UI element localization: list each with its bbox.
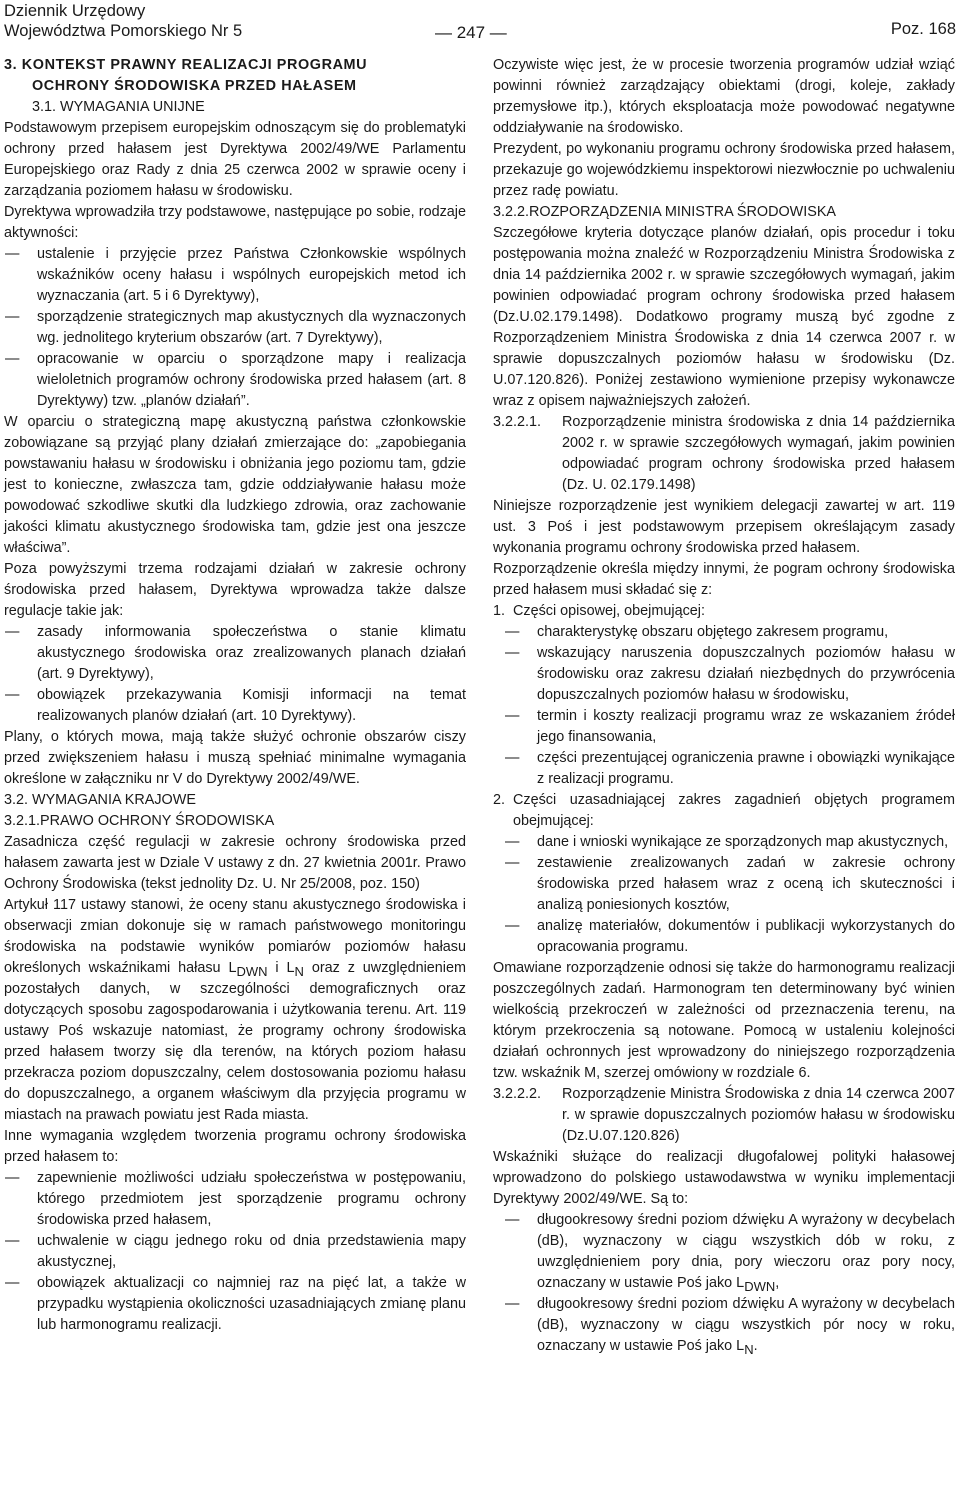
symbol-L: L — [736, 1275, 745, 1291]
page-header — [0, 0, 960, 44]
list-item: — wskazujący naruszenia dopuszczalnych poziomów hałasu w środowisku oraz zakresu działań niezbędnych do przywrócenia dopuszczalnych poziomów hałasu w środowisku, — [493, 643, 955, 706]
list-item: — charakterystykę obszaru objętego zakresem programu, — [493, 622, 955, 643]
left-column — [4, 55, 466, 1336]
item-number: 1. — [493, 603, 506, 619]
subscript-dwn: DWN — [744, 1279, 776, 1294]
list-item: — zapewnienie możliwości udziału społeczeństwa w postępowaniu, którego przedmiotem jest sporządzenie programu ochrony środowiska przed hałasem, — [4, 1168, 466, 1231]
paragraph: Inne wymagania względem tworzenia programu ochrony środowiska przed hałasem to: — [4, 1128, 466, 1165]
paragraph: W oparciu o strategiczną mapę akustyczną państwa członkowskie zobowiązane są przyjąć plany działań zmierzające do: „zapobiegania powstawaniu hałasu w środowisku i obniżania jego poziomu tam, gdzie jest to konieczne, zwłaszcza tam, gdzie oddziaływanie hałasu może powodować szkodliwe skutki dla ludzkiego zdrowia, oraz zachowanie jakości klimatu akustycznego środowiska tam, gdzie jest ona jeszcze właściwa”. — [4, 414, 466, 556]
item-text: Części uzasadniającej zakres zagadnień objętych programem obejmującej: — [513, 792, 955, 829]
subsection-number: 3.2.2.1. — [493, 414, 542, 430]
section-heading-3b: OCHRONY ŚRODOWISKA PRZED HAŁASEM — [32, 78, 357, 94]
section-heading-3-2: 3.2. WYMAGANIA KRAJOWE — [4, 792, 196, 808]
page-number: — 247 — — [435, 23, 507, 42]
paragraph: Rozporządzenie określa między innymi, że pogram ochrony środowiska przed hałasem musi składać się z: — [493, 561, 955, 598]
subsection-3-2-2-2 — [493, 1084, 955, 1147]
subsection-3-2-2-1 — [493, 412, 955, 496]
symbol-L: L — [736, 1338, 745, 1354]
paragraph: Prezydent, po wykonaniu programu ochrony środowiska przed hałasem, przekazuje go wojewódzkiemu inspektorowi niezwłocznie po uchwaleniu przez radę powiatu. — [493, 141, 955, 199]
subscript-n: N — [294, 964, 304, 979]
subscript-dwn: DWN — [236, 964, 268, 979]
paragraph: Niniejsze rozporządzenie jest wynikiem delegacji zawartej w art. 119 ust. 3 Poś i jest podstawowym przepisem określającym zasady wykonania programu ochrony środowiska przed hałasem. — [493, 498, 955, 556]
subsection-number: 3.2.2.2. — [493, 1086, 542, 1102]
text-run: długookresowy średni poziom dźwięku A wyrażony w decybelach (dB), wyznaczony w ciągu wszystkich dób w roku, z uwzględnieniem pory dnia, pory wieczoru oraz pory nocy, oznaczany w ustawie Poś jako — [537, 1212, 955, 1291]
text-run: Artykuł 117 ustawy stanowi, że oceny stanu akustycznego środowiska i obserwacji zmian dokonuje się w ramach państwowego monitoringu środowiska na podstawie wyników pomiarów poziomów hałasu określonych wskaźnikami hałasu — [4, 897, 466, 976]
list-item: — ustalenie i przyjęcie przez Państwa Członkowskie wspólnych wskaźników oceny hałasu i wspólnych europejskich metod ich wyznaczania (art. 5 i 6 Dyrektywy), — [4, 244, 466, 307]
item-number: 2. — [493, 792, 506, 808]
paragraph — [4, 895, 466, 1126]
paragraph: Szczegółowe kryteria dotyczące planów działań, opis procedur i toku postępowania można znaleźć w Rozporządzeniu Ministra Środowiska z dnia 14 października 2002 r. w sprawie szczegółowych wymagań, jakim powinien odpowiadać program ochrony środowiska przed hałasem (Dz.U.02.179.1498). Dodatkowo programy muszą być zgodne z Rozporządzeniem Ministra Środowiska z dnia 14 czerwca 2007 r. w sprawie dopuszczalnych poziomów hałasu w środowisku (Dz. U.07.120.826). Poniżej zestawiono wymienione przepisy wykonawcze wraz z opisem najważniejszych założeń. — [493, 225, 955, 409]
journal-issue: Województwa Pomorskiego Nr 5 — [4, 22, 243, 40]
right-column — [493, 55, 955, 1357]
subsection-title: Rozporządzenie ministra środowiska z dnia 14 października 2002 r. w sprawie szczegółowych wymagań, jakim powinien odpowiadać program ochrony środowiska przed hałasem (Dz. U. 02.179.1498) — [562, 414, 955, 493]
paragraph: Zasadnicza część regulacji w zakresie ochrony środowiska przed hałasem zawarta jest w Dziale V ustawy z dn. 27 kwietnia 2001r. Prawo Ochrony Środowiska (tekst jednolity Dz. U. Nr 25/2008, poz. 150) — [4, 834, 466, 892]
symbol-L: L — [228, 960, 237, 976]
list-item: — obowiązek przekazywania Komisji informacji na temat realizowanych planów działań (art. 10 Dyrektywy). — [4, 685, 466, 727]
list-item: — termin i koszty realizacji programu wraz ze wskazaniem źródeł jego finansowania, — [493, 706, 955, 748]
item-text: Części opisowej, obejmującej: — [513, 603, 705, 619]
section-heading-3-1: 3.1. WYMAGANIA UNIJNE — [32, 99, 205, 115]
text-run: i — [267, 960, 287, 976]
list-item — [493, 1294, 955, 1357]
list-item: — części prezentującej ograniczenia prawne i obowiązki wynikające z realizacji programu. — [493, 748, 955, 790]
text-run: oraz z uwzględnieniem pozostałych danych, w szczególności demograficznych oraz dotyczących sposobu zagospodarowania i użytkowania terenu. Art. 119 ustawy Poś wskazuje natomiast, że programy ochrony środowiska przed hałasem tworzy się dla terenów, na których poziom hałasu przekracza poziom dopuszczalny, celem dostosowania poziomu hałasu do dopuszczalnego, a organem właściwym dla przyjęcia programu w miastach na prawach powiatu jest Rada miasta. — [4, 960, 466, 1123]
subscript-n: N — [744, 1342, 754, 1357]
list-item: — zasady informowania społeczeństwa o stanie klimatu akustycznego środowiska oraz zrealizowanych planach działań (art. 9 Dyrektywy), — [4, 622, 466, 685]
paragraph: Poza powyższymi trzema rodzajami działań w zakresie ochrony środowiska przed hałasem, Dyrektywa wprowadza także dalsze regulacje takie jak: — [4, 561, 466, 619]
list-item: — sporządzenie strategicznych map akustycznych dla wyznaczonych wg. jednolitego kryterium obszarów (art. 7 Dyrektywy), — [4, 307, 466, 349]
list-item: — obowiązek aktualizacji co najmniej raz na pięć lat, a także w przypadku wystąpienia okoliczności uzasadniających zmianę planu lub harmonogramu realizacji. — [4, 1273, 466, 1336]
subsection-title: Rozporządzenie Ministra Środowiska z dnia 14 czerwca 2007 r. w sprawie dopuszczalnych poziomów hałasu w środowisku (Dz.U.07.120.826) — [562, 1086, 955, 1144]
list-item: — analizę materiałów, dokumentów i publikacji wykorzystanych do opracowania programu. — [493, 916, 955, 958]
symbol-L: L — [286, 960, 295, 976]
list-item: — zestawienie zrealizowanych zadań w zakresie ochrony środowiska przed hałasem wraz z oceną ich skuteczności i analizą poniesionych kosztów, — [493, 853, 955, 916]
numbered-item — [493, 601, 955, 622]
paragraph: Omawiane rozporządzenie odnosi się także do harmonogramu realizacji poszczególnych zadań. Harmonogram ten determinowany być winien wielkością przekroczeń w zależności od przeznaczenia terenu, na którym przekroczenia są notowane. Pomocą w ustaleniu kolejności działań ochronnych jest wprowadzony do niniejszego rozporządzenia tzw. wskaźnik M, szerzej omówiony w rozdziale 6. — [493, 960, 955, 1081]
paragraph: Wskaźniki służące do realizacji długofalowej polityki hałasowej wprowadzono do polskiego ustawodawstwa w wyniku implementacji Dyrektywy 2002/49/WE. Są to: — [493, 1149, 955, 1207]
paragraph: Oczywiste więc jest, że w procesie tworzenia programów udział wziąć powinni również zarządzający obiektami (drogi, koleje, zakłady przemysłowe itp.), których eksploatacja może powodować negatywne oddziaływanie na środowisko. — [493, 57, 955, 136]
section-heading-3a: 3. KONTEKST PRAWNY REALIZACJI PROGRAMU — [4, 57, 368, 73]
list-item: — opracowanie w oparciu o sporządzone mapy i realizacja wieloletnich programów ochrony środowiska przed hałasem (art. 8 Dyrektywy) tzw. „planów działań”. — [4, 349, 466, 412]
paragraph: Podstawowym przepisem europejskim odnoszącym się do problematyki ochrony przed hałasem jest Dyrektywa 2002/49/WE Parlamentu Europejskiego oraz Rady z dnia 25 czerwca 2002 w sprawie oceny i zarządzania poziomem hałasu w środowisku. — [4, 120, 466, 199]
numbered-item — [493, 790, 955, 832]
list-item — [493, 1210, 955, 1294]
list-item: — uchwalenie w ciągu jednego roku od dnia przedstawienia mapy akustycznej, — [4, 1231, 466, 1273]
text-run: długookresowy średni poziom dźwięku A wyrażony w decybelach (dB), wyznaczony w ciągu wszystkich pór nocy w roku, oznaczany w ustawie Poś jako — [537, 1296, 955, 1354]
text-run: , — [775, 1275, 780, 1291]
section-heading-3-2-2: 3.2.2.ROZPORZĄDZENIA MINISTRA ŚRODOWISKA — [493, 204, 837, 220]
position-number: Poz. 168 — [890, 20, 956, 38]
journal-title: Dziennik Urzędowy — [4, 2, 146, 20]
section-heading-3-2-1: 3.2.1.PRAWO OCHRONY ŚRODOWISKA — [4, 813, 275, 829]
text-run: . — [753, 1338, 758, 1354]
list-item: — dane i wnioski wynikające ze sporządzonych map akustycznych, — [493, 832, 955, 853]
paragraph: Plany, o których mowa, mają także służyć ochronie obszarów ciszy przed zwiększeniem hałasu i muszą spełniać minimalne wymagania określone w załączniku nr V do Dyrektywy 2002/49/WE. — [4, 729, 466, 787]
paragraph: Dyrektywa wprowadziła trzy podstawowe, następujące po sobie, rodzaje aktywności: — [4, 204, 466, 241]
